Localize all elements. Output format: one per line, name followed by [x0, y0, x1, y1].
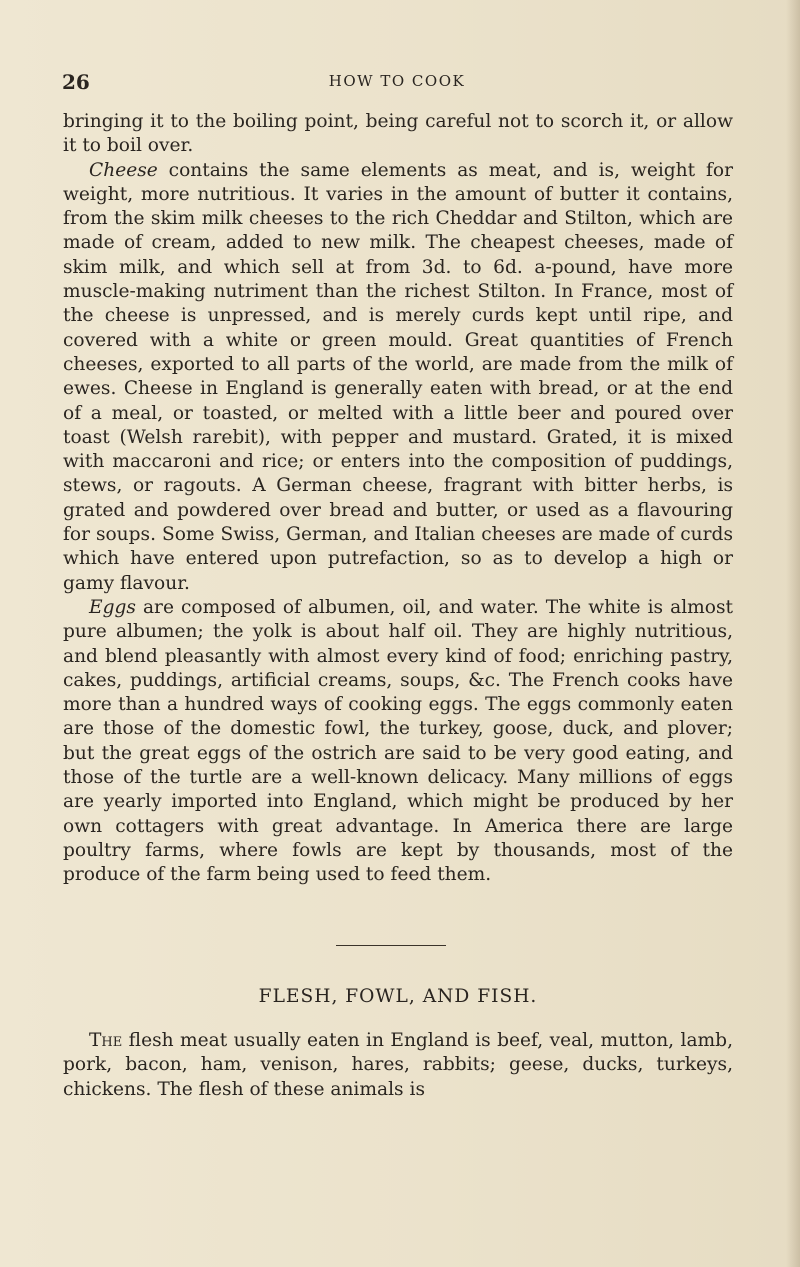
section-divider — [336, 945, 446, 946]
lead-word: The — [89, 1030, 123, 1051]
main-text — [63, 110, 733, 888]
running-head: HOW TO COOK — [328, 72, 466, 90]
cheese-paragraph — [63, 159, 733, 596]
eggs-paragraph — [63, 596, 733, 888]
page-header — [62, 70, 732, 94]
section-heading: FLESH, FOWL, AND FISH. — [258, 986, 538, 1007]
flesh-text: flesh meat usually eaten in England is beef, veal, mutton, lamb, pork, bacon, ham, venison, hares, rabbits; geese, ducks, turkeys, chickens. The flesh of these animals is — [63, 1030, 733, 1100]
continuation-paragraph: bringing it to the boiling point, being careful not to scorch it, or allow it to boil over. — [63, 111, 733, 157]
eggs-text: are composed of albumen, oil, and water. The white is almost pure albumen; the yolk is about half oil. They are highly nutritious, and blend pleasantly with almost every kind of food; enriching pastry, cakes, puddings, artificial creams, soups, &c. The French cooks have more than a hundred ways of cooking eggs. The eggs commonly eaten are those of the domestic fowl, the turkey, goose, duck, and plover; but the great eggs of the ostrich are said to be very good eating, and those of the turtle are a well-known delicacy. Many millions of eggs are yearly imported into England, which might be produced by her own cottagers with great advantage. In America there are large poultry farms, where fowls are kept by thousands, most of the produce of the farm being used to feed them. — [63, 596, 733, 886]
page-number: 26 — [62, 70, 90, 94]
cheese-text: contains the same elements as meat, and is, weight for weight, more nutritious. It varies in the amount of butter it contains, from the skim milk cheeses to the rich Cheddar and Stilton, which are made of cream, added to new milk. The cheapest cheeses, made of skim milk, and which sell at from 3d. to 6d. a-pound, have more muscle-making nutriment than the richest Stilton. In France, most of the cheese is unpressed, and is merely curds kept until ripe, and covered with a white or green mould. Great quantities of French cheeses, exported to all parts of the world, are made from the milk of ewes. Cheese in England is generally eaten with bread, or at the end of a meal, or toasted, or melted with a little beer and poured over toast (Welsh rarebit), with pepper and mustard. Grated, it is mixed with maccaroni and rice; or enters into the composition of puddings, stews, or ragouts. A German cheese, fragrant with bitter herbs, is grated and powdered over bread and butter, or used as a flavouring for soups. Some Swiss, German, and Italian cheeses are made of curds which have entered upon putrefaction, so as to develop a high or gamy flavour. — [63, 159, 733, 594]
cheese-term: Cheese — [89, 159, 158, 181]
section-text — [63, 1029, 733, 1102]
page-edge-shadow — [786, 0, 800, 1267]
flesh-paragraph — [63, 1029, 733, 1102]
eggs-term: Eggs — [89, 596, 136, 618]
